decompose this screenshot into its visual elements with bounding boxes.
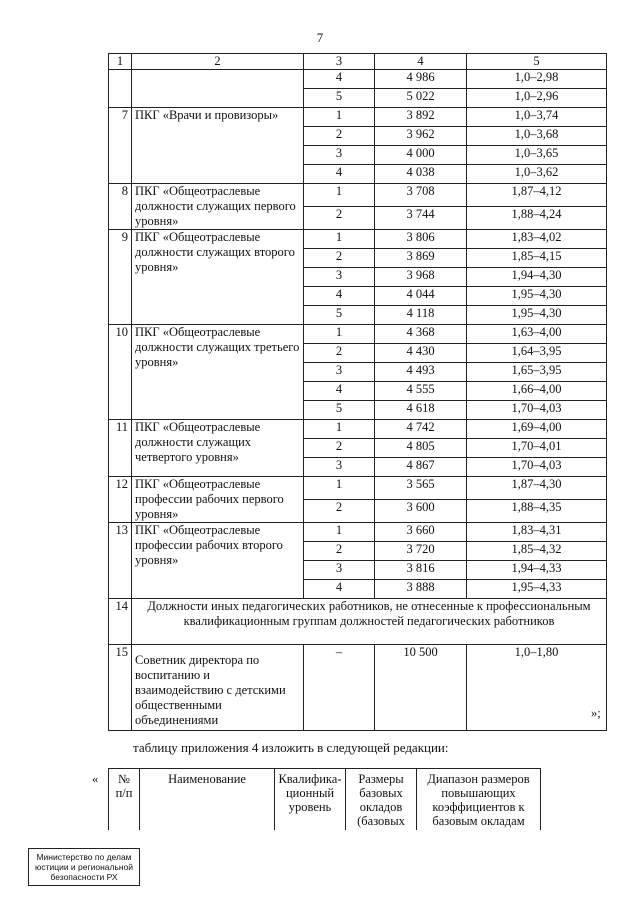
base-salary: 4 000 xyxy=(375,146,467,165)
base-salary: 4 368 xyxy=(375,325,467,344)
group-name: ПКГ «Общеотраслевые должности служащих первого уровня» xyxy=(132,184,304,230)
base-salary: 4 430 xyxy=(375,344,467,363)
qualification-level: 5 xyxy=(304,89,375,108)
coefficient-range: 1,94–4,33 xyxy=(467,561,607,580)
header-level: Квалифика-ционный уровень xyxy=(275,769,346,831)
base-salary: 3 962 xyxy=(375,127,467,146)
base-salary: 4 118 xyxy=(375,306,467,325)
table-header-row xyxy=(109,54,607,70)
row14-text: Должности иных педагогических работников, не отнесенные к профессиональным квалификационным группам должностей педагогических работников xyxy=(132,599,607,645)
qualification-level: 3 xyxy=(304,146,375,165)
table-row xyxy=(109,70,607,89)
qualification-level: 2 xyxy=(304,344,375,363)
coefficient-range: 1,69–4,00 xyxy=(467,420,607,439)
group-name: ПКГ «Общеотраслевые должности служащих второго уровня» xyxy=(132,230,304,325)
salary-table xyxy=(108,53,607,731)
header-cell: 4 xyxy=(375,54,467,70)
header-cell: 3 xyxy=(304,54,375,70)
coefficient-range: 1,0–3,68 xyxy=(467,127,607,146)
row15-name: Советник директора по воспитанию и взаимодействию с детскими общественными объединениями xyxy=(132,645,304,731)
coefficient-range: 1,94–4,30 xyxy=(467,268,607,287)
base-salary: 3 744 xyxy=(375,207,467,230)
coefficient-range: 1,0–3,74 xyxy=(467,108,607,127)
group-number xyxy=(109,70,132,108)
group-name: ПКГ «Общеотраслевые профессии рабочих первого уровня» xyxy=(132,477,304,523)
qualification-level: 1 xyxy=(304,108,375,127)
coefficient-range: 1,83–4,31 xyxy=(467,523,607,542)
base-salary: 3 892 xyxy=(375,108,467,127)
coefficient-range: 1,88–4,24 xyxy=(467,207,607,230)
qualification-level: 3 xyxy=(304,363,375,382)
header-num: № п/п xyxy=(109,769,140,831)
header-cell: 2 xyxy=(132,54,304,70)
table-row xyxy=(109,523,607,542)
qualification-level: 5 xyxy=(304,401,375,420)
table-row xyxy=(109,420,607,439)
coefficient-range: 1,88–4,35 xyxy=(467,500,607,523)
coefficient-range: 1,95–4,30 xyxy=(467,306,607,325)
qualification-level: 1 xyxy=(304,523,375,542)
group-number: 11 xyxy=(109,420,132,477)
header-cell: 5 xyxy=(467,54,607,70)
table-row xyxy=(109,108,607,127)
header-cell: 1 xyxy=(109,54,132,70)
coefficient-range: 1,0–3,62 xyxy=(467,165,607,184)
qualification-level: 3 xyxy=(304,268,375,287)
group-number: 7 xyxy=(109,108,132,184)
base-salary: 3 720 xyxy=(375,542,467,561)
coefficient-range: 1,0–2,98 xyxy=(467,70,607,89)
header-coefficient-range: Диапазон размеров повышающих коэффициентов к базовым окладам xyxy=(417,769,541,831)
qualification-level: 3 xyxy=(304,458,375,477)
base-salary: 4 805 xyxy=(375,439,467,458)
qualification-level: 4 xyxy=(304,287,375,306)
row15-range: 1,0–1,80 xyxy=(467,645,607,731)
qualification-level: 2 xyxy=(304,542,375,561)
coefficient-range: 1,70–4,03 xyxy=(467,458,607,477)
base-salary: 4 986 xyxy=(375,70,467,89)
qualification-level: 5 xyxy=(304,306,375,325)
table-row xyxy=(109,325,607,344)
base-salary: 4 742 xyxy=(375,420,467,439)
qualification-level: 4 xyxy=(304,165,375,184)
instruction-text: таблицу приложения 4 изложить в следующей редакции: xyxy=(133,740,449,755)
qualification-level: 3 xyxy=(304,561,375,580)
group-name: ПКГ «Общеотраслевые должности служащих третьего уровня» xyxy=(132,325,304,420)
group-number: 8 xyxy=(109,184,132,230)
table-row xyxy=(109,184,607,207)
coefficient-range: 1,87–4,30 xyxy=(467,477,607,500)
coefficient-range: 1,95–4,30 xyxy=(467,287,607,306)
qualification-level: 1 xyxy=(304,477,375,500)
header-name: Наименование xyxy=(140,769,275,831)
closing-quote: »; xyxy=(591,706,601,720)
qualification-level: 1 xyxy=(304,184,375,207)
base-salary: 3 708 xyxy=(375,184,467,207)
coefficient-range: 1,0–3,65 xyxy=(467,146,607,165)
base-salary: 4 867 xyxy=(375,458,467,477)
qualification-level: 1 xyxy=(304,420,375,439)
row14-number: 14 xyxy=(109,599,132,645)
base-salary: 3 968 xyxy=(375,268,467,287)
table-row xyxy=(109,477,607,500)
coefficient-range: 1,95–4,33 xyxy=(467,580,607,599)
qualification-level: 4 xyxy=(304,580,375,599)
group-number: 9 xyxy=(109,230,132,325)
coefficient-range: 1,0–2,96 xyxy=(467,89,607,108)
ministry-stamp: Министерство по делам юстиции и региональной безопасности РХ xyxy=(28,848,140,886)
base-salary: 3 869 xyxy=(375,249,467,268)
qualification-level: 2 xyxy=(304,127,375,146)
base-salary: 4 618 xyxy=(375,401,467,420)
qualification-level: 4 xyxy=(304,382,375,401)
base-salary: 3 816 xyxy=(375,561,467,580)
qualification-level: 2 xyxy=(304,207,375,230)
qualification-level: 2 xyxy=(304,249,375,268)
header-salary: Размеры базовых окладов (базовых xyxy=(346,769,417,831)
table-row-15 xyxy=(109,645,607,731)
group-number: 10 xyxy=(109,325,132,420)
qualification-level: 2 xyxy=(304,500,375,523)
qualification-level: 4 xyxy=(304,70,375,89)
base-salary: 3 600 xyxy=(375,500,467,523)
coefficient-range: 1,66–4,00 xyxy=(467,382,607,401)
base-salary: 3 888 xyxy=(375,580,467,599)
coefficient-range: 1,83–4,02 xyxy=(467,230,607,249)
qualification-level: 1 xyxy=(304,325,375,344)
group-number: 13 xyxy=(109,523,132,599)
coefficient-range: 1,64–3,95 xyxy=(467,344,607,363)
base-salary: 3 806 xyxy=(375,230,467,249)
coefficient-range: 1,87–4,12 xyxy=(467,184,607,207)
table-row xyxy=(109,230,607,249)
group-name: ПКГ «Общеотраслевые должности служащих четвертого уровня» xyxy=(132,420,304,477)
coefficient-range: 1,65–3,95 xyxy=(467,363,607,382)
base-salary: 4 493 xyxy=(375,363,467,382)
group-name: ПКГ «Врачи и провизоры» xyxy=(132,108,304,184)
group-name xyxy=(132,70,304,108)
coefficient-range: 1,70–4,01 xyxy=(467,439,607,458)
row15-level: – xyxy=(304,645,375,731)
row15-number: 15 xyxy=(109,645,132,731)
row15-salary: 10 500 xyxy=(375,645,467,731)
coefficient-range: 1,85–4,15 xyxy=(467,249,607,268)
appendix-4-table xyxy=(108,768,541,830)
group-number: 12 xyxy=(109,477,132,523)
base-salary: 3 565 xyxy=(375,477,467,500)
opening-quote: « xyxy=(92,772,99,786)
appendix-4-header-row xyxy=(109,769,541,831)
base-salary: 4 038 xyxy=(375,165,467,184)
group-name: ПКГ «Общеотраслевые профессии рабочих второго уровня» xyxy=(132,523,304,599)
page-number: 7 xyxy=(316,30,324,45)
coefficient-range: 1,85–4,32 xyxy=(467,542,607,561)
base-salary: 5 022 xyxy=(375,89,467,108)
qualification-level: 1 xyxy=(304,230,375,249)
qualification-level: 2 xyxy=(304,439,375,458)
coefficient-range: 1,70–4,03 xyxy=(467,401,607,420)
base-salary: 4 555 xyxy=(375,382,467,401)
base-salary: 3 660 xyxy=(375,523,467,542)
coefficient-range: 1,63–4,00 xyxy=(467,325,607,344)
base-salary: 4 044 xyxy=(375,287,467,306)
table-row-14 xyxy=(109,599,607,645)
